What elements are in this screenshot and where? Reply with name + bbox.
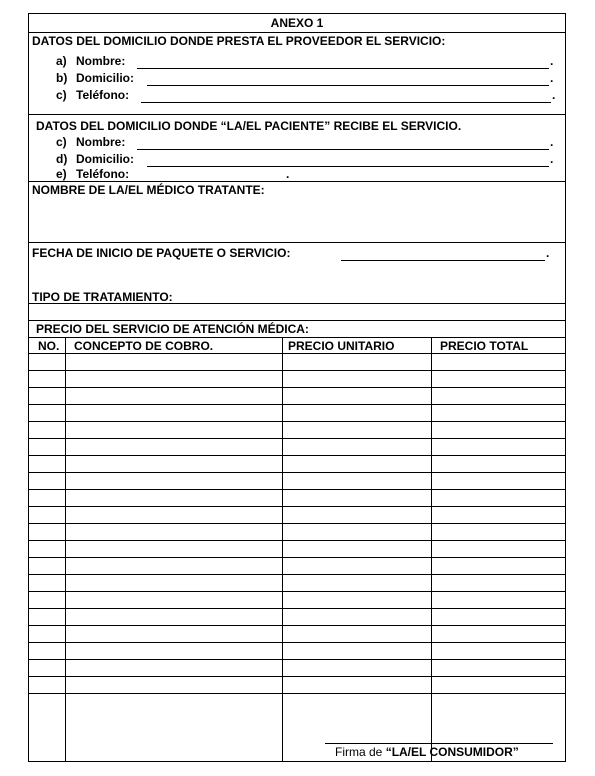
price-heading-row bbox=[29, 321, 565, 337]
patient-name-field[interactable] bbox=[137, 149, 549, 150]
table-row-line bbox=[29, 676, 565, 677]
table-row-line bbox=[29, 574, 565, 575]
annex-title: ANEXO 1 bbox=[270, 16, 324, 30]
patient-address-field[interactable] bbox=[147, 166, 549, 167]
item-label: Teléfono: bbox=[76, 167, 130, 181]
signature-prefix: Firma de bbox=[335, 745, 386, 759]
table-row-line bbox=[29, 404, 565, 405]
patient-section bbox=[29, 115, 565, 182]
item-letter: c) bbox=[56, 88, 67, 102]
item-label: Nombre: bbox=[76, 54, 126, 68]
table-row-line bbox=[29, 608, 565, 609]
item-label: Domicilio: bbox=[76, 71, 135, 85]
column-header-no: NO. bbox=[38, 339, 60, 353]
table-row-line bbox=[29, 387, 565, 388]
doctor-section bbox=[29, 182, 565, 243]
patient-heading: DATOS DEL DOMICILIO DONDE “LA/EL PACIENTE” RECIBE EL SERVICIO. bbox=[36, 119, 462, 133]
provider-address-dot: . bbox=[550, 71, 554, 85]
item-letter: b) bbox=[56, 71, 68, 85]
provider-phone-field[interactable] bbox=[141, 102, 551, 103]
doctor-heading: NOMBRE DE LA/EL MÉDICO TRATANTE: bbox=[32, 183, 265, 197]
table-row-line bbox=[29, 506, 565, 507]
column-divider bbox=[431, 337, 432, 762]
table-row-line bbox=[29, 472, 565, 473]
provider-phone-dot: . bbox=[552, 88, 556, 102]
column-divider bbox=[282, 337, 283, 762]
table-row-line bbox=[29, 353, 565, 354]
provider-section bbox=[29, 33, 565, 115]
table-row-line bbox=[29, 642, 565, 643]
table-row-line bbox=[29, 693, 565, 694]
item-letter: e) bbox=[56, 167, 67, 181]
table-row-line bbox=[29, 370, 565, 371]
item-label: Teléfono: bbox=[76, 88, 130, 102]
table-row-line bbox=[29, 591, 565, 592]
annex-form bbox=[28, 13, 566, 762]
annex-title-row bbox=[29, 14, 565, 33]
treatment-blank-row[interactable] bbox=[29, 304, 565, 321]
item-letter: a) bbox=[56, 54, 67, 68]
provider-name-dot: . bbox=[550, 54, 554, 68]
provider-address-item bbox=[56, 71, 134, 85]
patient-phone-item bbox=[56, 167, 129, 181]
table-row-line bbox=[29, 659, 565, 660]
signature-caption bbox=[335, 745, 519, 759]
patient-address-item bbox=[56, 152, 134, 166]
column-header-concept: CONCEPTO DE COBRO. bbox=[74, 339, 214, 353]
treatment-label: TIPO DE TRATAMIENTO: bbox=[32, 290, 173, 304]
table-row-line bbox=[29, 557, 565, 558]
price-table bbox=[29, 337, 565, 762]
service-section bbox=[29, 243, 565, 304]
table-row-line bbox=[29, 421, 565, 422]
column-header-unit-price: PRECIO UNITARIO bbox=[288, 339, 395, 353]
signature-role: “LA/EL CONSUMIDOR” bbox=[385, 745, 519, 759]
provider-address-field[interactable] bbox=[147, 85, 549, 86]
table-row-line bbox=[29, 540, 565, 541]
start-date-dot: . bbox=[546, 246, 550, 260]
provider-name-item bbox=[56, 54, 125, 68]
column-header-total-price: PRECIO TOTAL bbox=[440, 339, 529, 353]
item-label: Domicilio: bbox=[76, 152, 135, 166]
patient-address-dot: . bbox=[550, 152, 554, 166]
table-row-line bbox=[29, 489, 565, 490]
table-row-line bbox=[29, 625, 565, 626]
provider-phone-item bbox=[56, 88, 129, 102]
table-row-line bbox=[29, 455, 565, 456]
item-label: Nombre: bbox=[76, 135, 126, 149]
patient-name-dot: . bbox=[550, 135, 554, 149]
table-top-line bbox=[29, 337, 565, 338]
table-row-line bbox=[29, 438, 565, 439]
price-heading: PRECIO DEL SERVICIO DE ATENCIÓN MÉDICA: bbox=[36, 322, 309, 336]
start-date-label: FECHA DE INICIO DE PAQUETE O SERVICIO: bbox=[32, 246, 291, 260]
patient-phone-dot: . bbox=[286, 167, 290, 181]
patient-name-item bbox=[56, 135, 125, 149]
item-letter: d) bbox=[56, 152, 68, 166]
table-row-line bbox=[29, 523, 565, 524]
signature-line[interactable] bbox=[325, 743, 553, 744]
provider-name-field[interactable] bbox=[137, 68, 549, 69]
column-divider bbox=[65, 337, 66, 762]
provider-heading: DATOS DEL DOMICILIO DONDE PRESTA EL PROVEEDOR EL SERVICIO: bbox=[32, 34, 446, 48]
start-date-field[interactable] bbox=[341, 260, 545, 261]
item-letter: c) bbox=[56, 135, 67, 149]
